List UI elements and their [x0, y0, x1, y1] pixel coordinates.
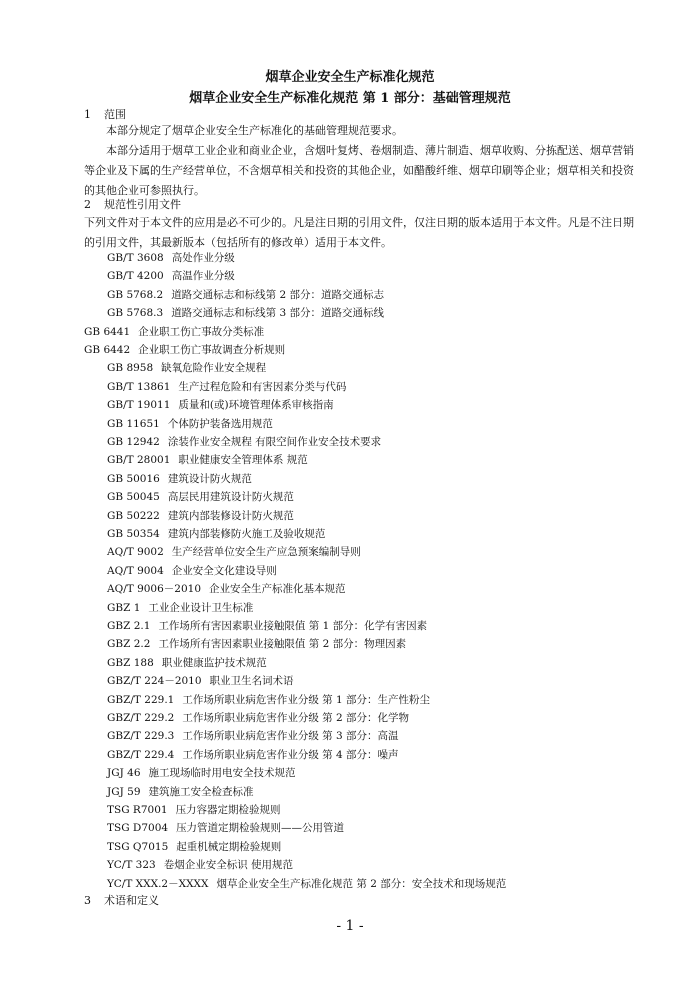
document-title: 烟草企业安全生产标准化规范 — [265, 70, 435, 85]
reference-title: 质量和(或)环境管理体系审核指南 — [178, 399, 334, 412]
reference-title: 建筑内部装修设计防火规范 — [167, 509, 294, 522]
reference-code: JGJ 46 — [107, 767, 141, 780]
reference-title: 企业职工伤亡事故分类标准 — [138, 325, 265, 338]
reference-code: GB 50222 — [107, 509, 160, 522]
paragraph: 本部分规定了烟草企业安全生产标准化的基础管理规范要求。 — [106, 124, 403, 137]
reference-title: 工作场所职业病危害作业分级 第 4 部分：噪声 — [182, 748, 399, 761]
reference-code: JGJ 59 — [107, 785, 141, 798]
reference-code: TSG Q7015 — [107, 840, 169, 853]
reference-item — [107, 268, 235, 283]
reference-code: GBZ/T 224－2010 — [107, 675, 202, 688]
reference-title: 建筑设计防火规范 — [167, 472, 252, 485]
reference-code: GB/T 19011 — [107, 399, 171, 412]
reference-item — [107, 655, 267, 670]
reference-item — [107, 636, 406, 651]
section-2-heading — [84, 196, 181, 212]
reference-code: TSG D7004 — [107, 822, 169, 835]
reference-code: TSG R7001 — [107, 804, 168, 816]
section-3-heading — [84, 892, 159, 908]
section-number: 1 — [84, 108, 91, 121]
reference-item — [107, 802, 281, 817]
reference-item — [107, 250, 235, 265]
reference-code: GBZ 2.2 — [107, 638, 151, 651]
reference-item — [84, 342, 285, 357]
reference-code: GB 8958 — [107, 362, 154, 375]
reference-item — [107, 728, 399, 743]
reference-item — [107, 600, 253, 615]
reference-title: 卷烟企业安全标识 使用规范 — [163, 859, 294, 872]
reference-item — [107, 489, 294, 504]
reference-item — [107, 508, 294, 523]
reference-code: GB 50045 — [107, 491, 160, 504]
reference-item — [107, 526, 325, 541]
reference-item — [107, 857, 293, 872]
paragraph: 下列文件对于本文件的应用是必不可少的。凡是注日期的引用文件，仅注日期的版本适用于本文件。凡是不注日期的引用文件，其最新版本（包括所有的修改单）适用于本文件。 — [84, 216, 634, 249]
section-1-heading — [84, 106, 126, 122]
reference-title: 工业企业设计卫生标准 — [148, 601, 254, 614]
reference-code: YC/T XXX.2－XXXX — [107, 877, 209, 890]
reference-title: 压力管道定期检验规则——公用管道 — [176, 822, 345, 835]
reference-code: YC/T 323 — [107, 859, 156, 872]
reference-title: 起重机械定期检验规则 — [176, 840, 282, 853]
reference-item — [84, 324, 264, 339]
reference-title: 职业健康监护技术规范 — [161, 656, 267, 669]
reference-item — [107, 710, 409, 725]
reference-item — [107, 581, 346, 596]
reference-code: AQ/T 9006－2010 — [107, 583, 202, 596]
reference-code: GB/T 13861 — [107, 380, 171, 393]
reference-title: 工作场所职业病危害作业分级 第 3 部分：高温 — [182, 730, 399, 743]
reference-title: 企业职工伤亡事故调查分析规则 — [138, 344, 286, 356]
reference-title: 工作场所有害因素职业接触限值 第 1 部分：化学有害因素 — [158, 620, 428, 632]
reference-item — [107, 416, 273, 431]
reference-item — [107, 287, 384, 302]
reference-title: 涂装作业安全规程 有限空间作业安全技术要求 — [167, 436, 382, 448]
reference-code: GB 5768.3 — [107, 307, 164, 320]
reference-title: 烟草企业安全生产标准化规范 第 2 部分：安全技术和现场规范 — [216, 877, 507, 890]
paragraph: 本部分适用于烟草工业企业和商业企业，含烟叶复烤、卷烟制造、薄片制造、烟草收购、分拣配送、烟草营销等企业及下属的生产经营单位，不含烟草相关和投资的其他企业，如醋酸纤维、烟草印刷等企业；烟草相关和投资的其他企业可参照执行。 — [84, 144, 634, 197]
reference-item — [107, 784, 254, 799]
reference-code: GB 11651 — [107, 417, 160, 430]
reference-code: GB 50354 — [107, 528, 160, 540]
reference-code: GBZ/T 229.2 — [107, 712, 175, 724]
reference-code: GBZ 1 — [107, 601, 141, 614]
reference-code: GB 6442 — [84, 344, 131, 356]
reference-title: 工作场所职业病危害作业分级 第 2 部分：化学物 — [182, 712, 410, 724]
reference-title: 压力容器定期检验规则 — [175, 804, 281, 816]
reference-item — [107, 876, 506, 891]
reference-title: 建筑施工安全检查标准 — [148, 785, 254, 798]
reference-title: 工作场所职业病危害作业分级 第 1 部分：生产性粉尘 — [182, 693, 431, 706]
reference-title: 职业卫生名词术语 — [209, 675, 294, 688]
reference-code: GB 5768.2 — [107, 288, 164, 301]
reference-code: AQ/T 9004 — [107, 564, 164, 577]
reference-code: AQ/T 9002 — [107, 546, 164, 559]
section-number: 2 — [84, 198, 91, 211]
reference-item — [107, 434, 381, 449]
reference-title: 企业安全生产标准化基本规范 — [209, 583, 346, 596]
reference-title: 职业健康安全管理体系 规范 — [178, 454, 308, 467]
reference-item — [107, 765, 296, 780]
reference-title: 道路交通标志和标线第 2 部分：道路交通标志 — [171, 288, 385, 301]
reference-title: 个体防护装备选用规范 — [167, 417, 273, 430]
reference-item — [107, 839, 281, 854]
reference-code: GBZ/T 229.3 — [107, 730, 175, 743]
reference-title: 工作场所有害因素职业接触限值 第 2 部分：物理因素 — [158, 638, 407, 651]
reference-title: 高层民用建筑设计防火规范 — [167, 491, 294, 504]
reference-title: 施工现场临时用电安全技术规范 — [148, 767, 296, 780]
section-title: 范围 — [104, 108, 126, 121]
reference-code: GBZ/T 229.4 — [107, 748, 175, 761]
reference-code: GB/T 28001 — [107, 454, 171, 467]
reference-item — [107, 360, 266, 375]
reference-title: 缺氧危险作业安全规程 — [161, 362, 267, 375]
reference-item — [107, 692, 430, 707]
document-subtitle: 烟草企业安全生产标准化规范 第 1 部分：基础管理规范 — [189, 91, 511, 106]
reference-item — [107, 563, 277, 578]
reference-item — [107, 618, 427, 633]
section-title: 规范性引用文件 — [104, 198, 181, 211]
reference-item — [107, 820, 344, 835]
reference-code: GB/T 4200 — [107, 270, 164, 283]
reference-item — [107, 397, 334, 412]
reference-title: 企业安全文化建设导则 — [171, 564, 277, 577]
reference-code: GB 50016 — [107, 472, 160, 485]
section-number: 3 — [84, 894, 91, 907]
reference-code: GBZ 188 — [107, 656, 154, 669]
reference-title: 高温作业分级 — [171, 270, 235, 283]
reference-item — [107, 747, 399, 762]
reference-title: 生产经营单位安全生产应急预案编制导则 — [171, 546, 361, 559]
reference-code: GB 6441 — [84, 325, 131, 338]
reference-item — [107, 673, 294, 688]
reference-item — [107, 305, 384, 320]
reference-title: 建筑内部装修防火施工及验收规范 — [167, 528, 326, 540]
reference-item — [107, 471, 252, 486]
section-title: 术语和定义 — [104, 894, 159, 907]
reference-item — [107, 544, 361, 559]
reference-code: GBZ 2.1 — [107, 620, 151, 632]
reference-title: 生产过程危险和有害因素分类与代码 — [178, 380, 347, 393]
reference-code: GBZ/T 229.1 — [107, 693, 175, 706]
reference-item — [107, 452, 308, 467]
reference-item — [107, 379, 346, 394]
page-number: - 1 - — [336, 918, 364, 934]
reference-code: GB 12942 — [107, 436, 160, 448]
reference-code: GB/T 3608 — [107, 252, 164, 264]
reference-title: 道路交通标志和标线第 3 部分：道路交通标线 — [171, 307, 385, 320]
reference-title: 高处作业分级 — [171, 252, 235, 264]
